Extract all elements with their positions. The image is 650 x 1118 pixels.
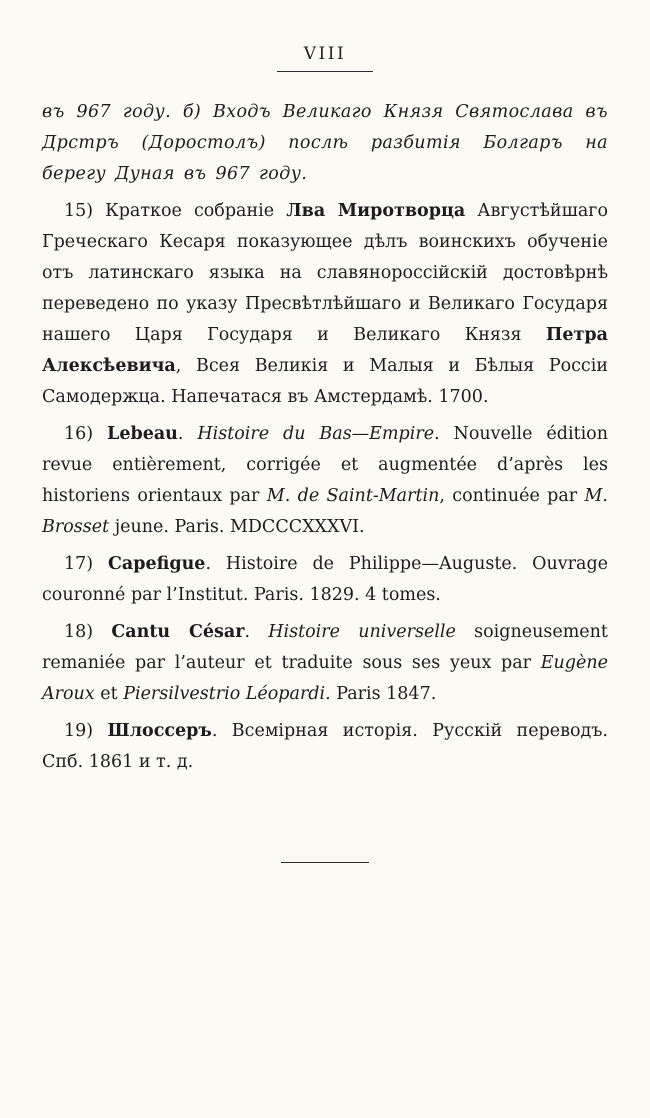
text-run: . Всемірная исторія. Русскій переводъ. Спб. 1861 и т. д.: [42, 721, 608, 772]
text-run: 19): [64, 721, 108, 741]
text-run: M. Brosset: [42, 486, 608, 537]
continuation-paragraph: [42, 97, 608, 190]
text-run: soigneusement remaniée par l’auteur et traduite sous ses yeux par: [42, 622, 608, 673]
text-run: Петра Алексѣевича: [42, 325, 608, 376]
text-run: Histoire universelle: [268, 622, 456, 642]
text-run: Августѣйшаго Греческаго Кесаря показующее дѣлъ воинскихъ обученіе отъ латинскаго языка на славянороссійскій достовѣрнѣ переведено по указу Пресвѣтлѣйшаго и Великаго Государя нашего Царя Государя и Великаго Князя: [42, 201, 608, 345]
text-run: Capefigue: [107, 554, 206, 574]
page-number: VIII: [303, 44, 347, 64]
text-run: Lebeau: [107, 424, 178, 444]
bibliography-entry-16: [42, 419, 608, 543]
text-run: 17): [64, 554, 108, 574]
text-run: въ 967 году. б) Входъ Великаго Князя Святослава въ Дрстръ (Доростолъ) послѣ разбитія Болгаръ на берегу Дуная въ 967 году.: [42, 102, 608, 184]
page-header: [0, 0, 650, 72]
bibliography-entry-18: [42, 617, 608, 710]
text-run: Eugène Aroux: [42, 653, 608, 704]
text-run: , Всея Великія и Малыя и Бѣлыя Россіи Самодержца. Напечатася въ Амстердамѣ. 1700.: [42, 356, 608, 407]
footer-rule: [281, 862, 369, 863]
text-run: . Paris 1847.: [325, 684, 437, 704]
text-run: M. de Saint-Martin: [266, 486, 440, 506]
text-run: Piersilvestrio Léopardi: [123, 684, 326, 704]
text-run: .: [177, 424, 198, 444]
text-run: Cantu César: [111, 622, 245, 642]
text-run: Лва Миротворца: [286, 201, 466, 221]
text-run: . Nouvelle édition revue entièrement, corrigée et augmentée d’après les historiens orientaux par: [42, 424, 608, 506]
text-run: 16): [64, 424, 108, 444]
bibliography-entry-17: [42, 549, 608, 611]
bibliography-entry-19: [42, 716, 608, 778]
text-run: Шлоссеръ: [107, 721, 212, 741]
text-run: 15) Краткое собраніе: [64, 201, 287, 221]
text-run: jeune. Paris. MDCCCXXXVI.: [109, 517, 365, 537]
text-block: [42, 97, 608, 778]
text-run: , continuée par: [439, 486, 585, 506]
bibliography-entry-15: [42, 196, 608, 413]
header-rule: [277, 71, 373, 72]
text-run: .: [244, 622, 269, 642]
text-run: 18): [64, 622, 112, 642]
text-run: et: [94, 684, 124, 704]
text-run: Histoire du Bas—Empire: [197, 424, 435, 444]
text-run: . Histoire de Philippe—Auguste. Ouvrage couronné par l’Institut. Paris. 1829. 4 tomes.: [42, 554, 608, 605]
